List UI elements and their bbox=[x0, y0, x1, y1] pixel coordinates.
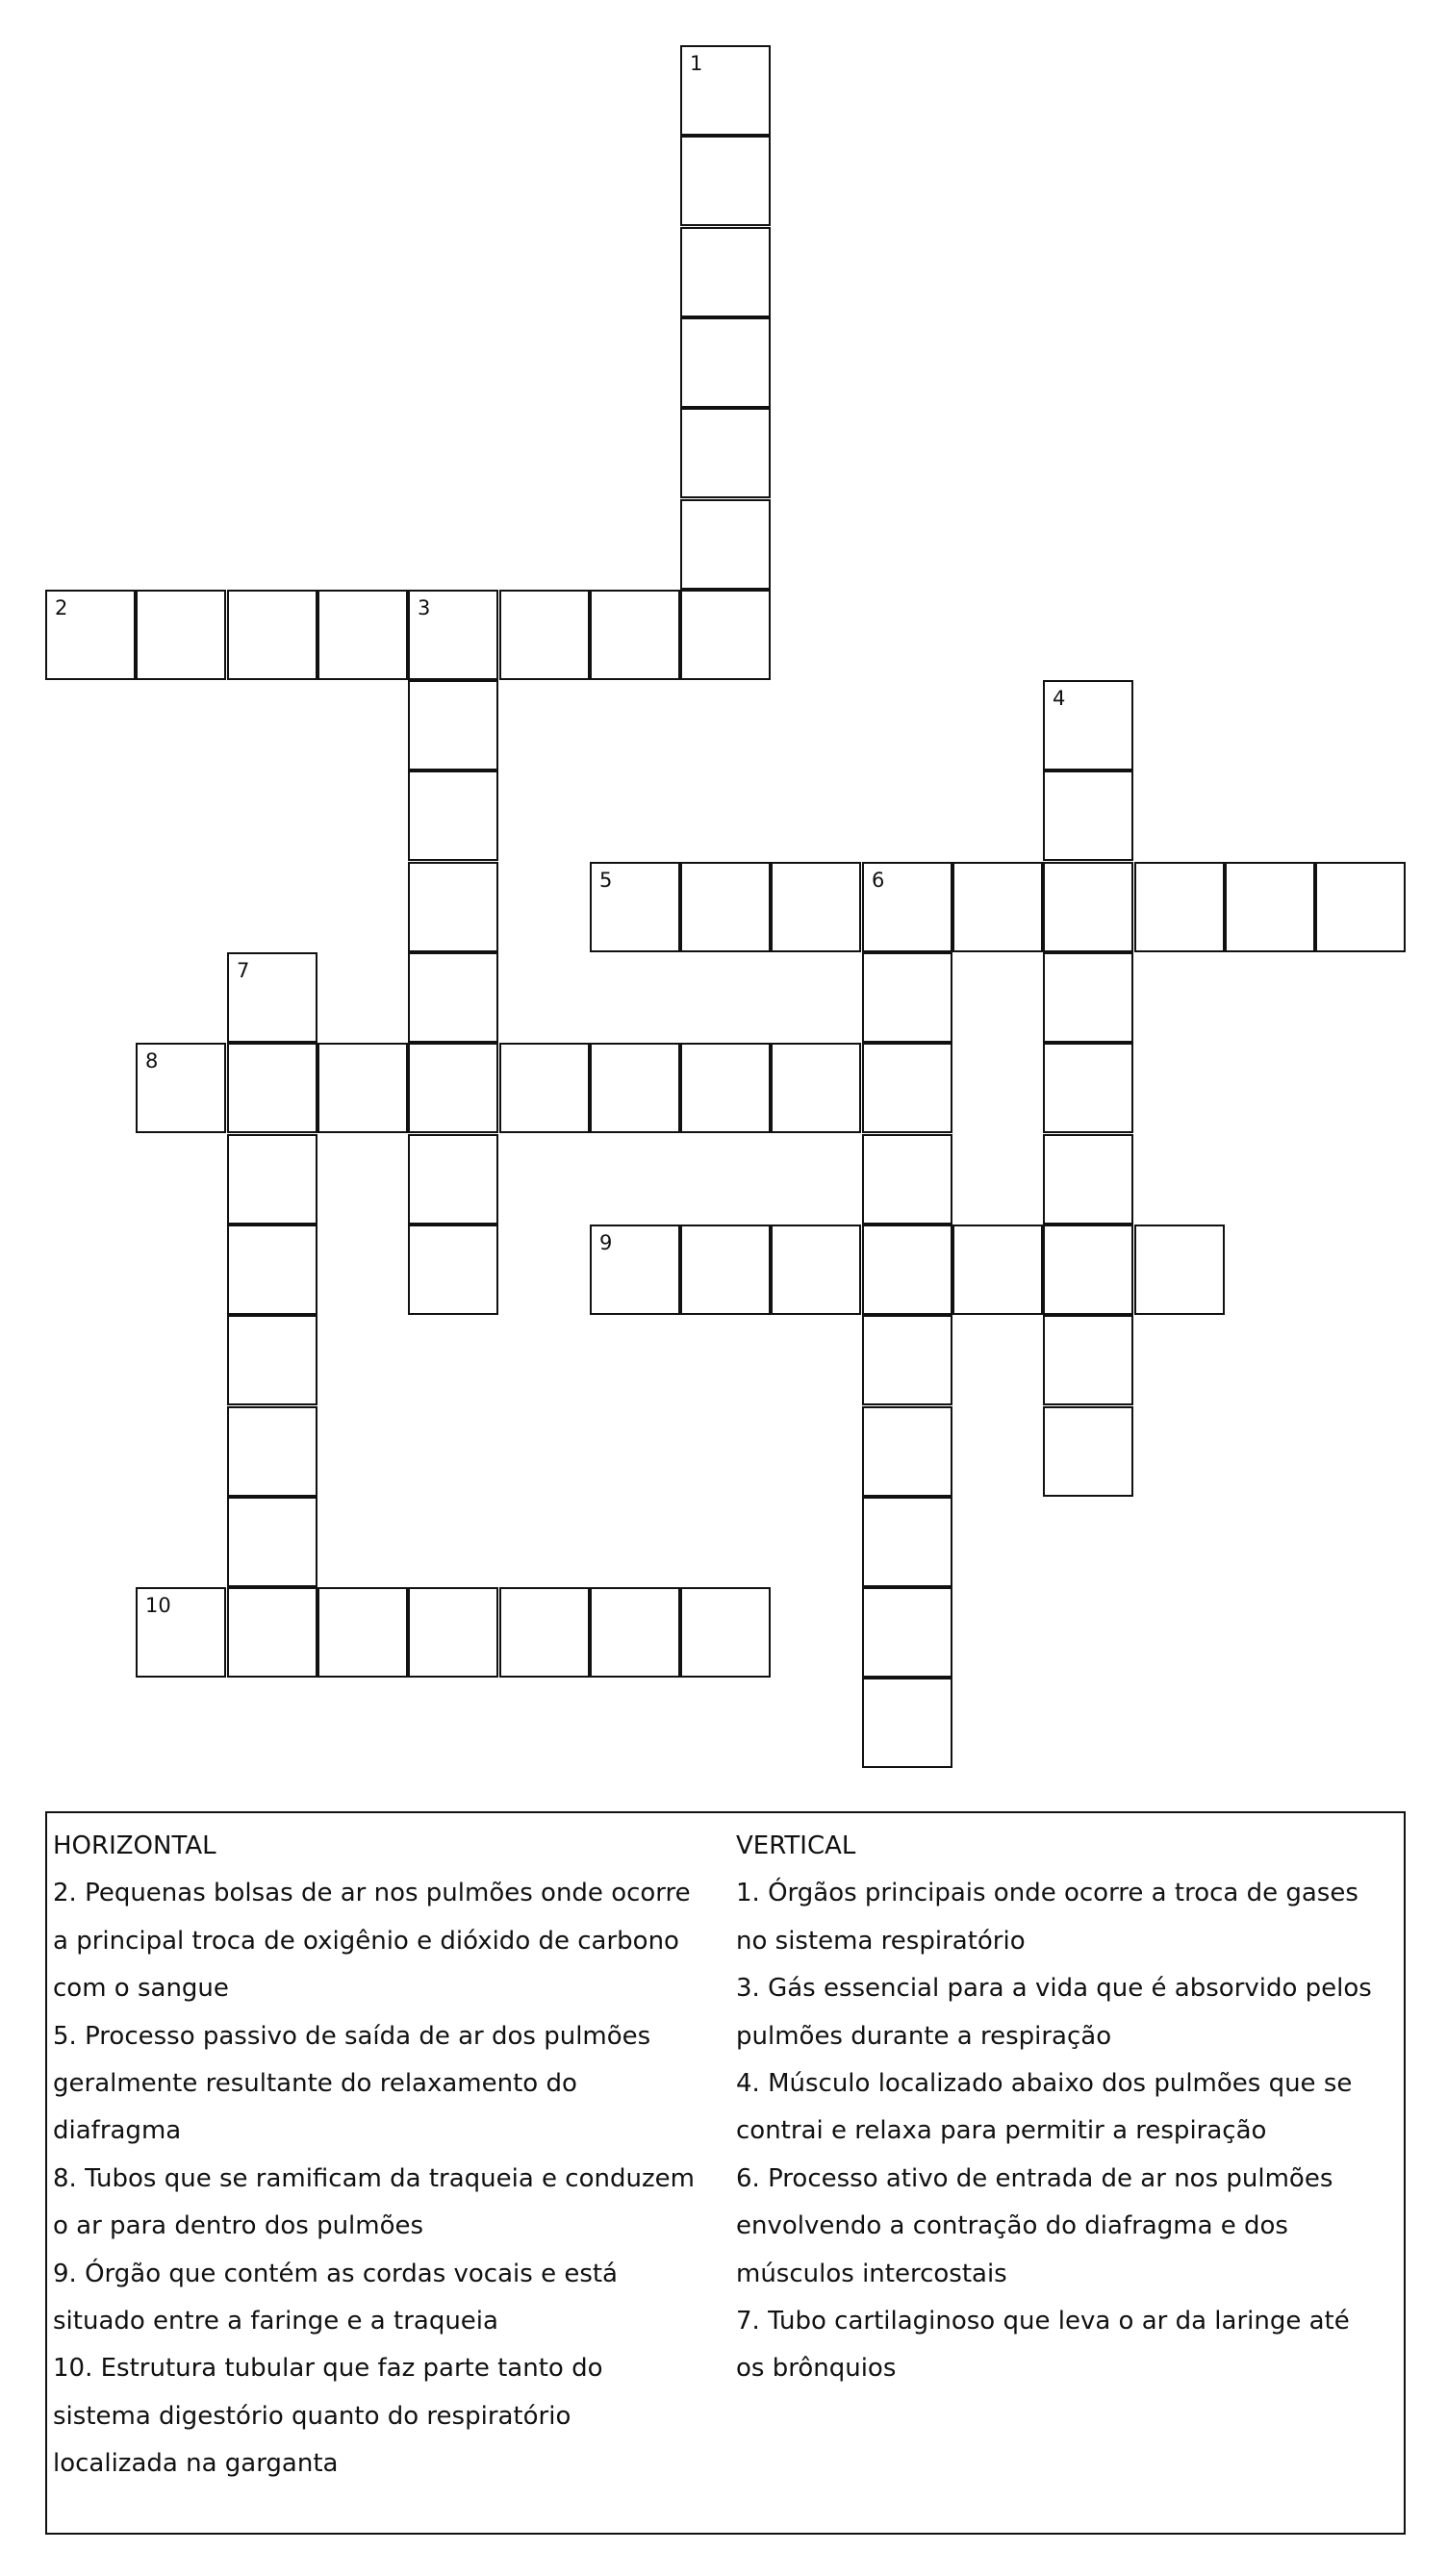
grid-cell[interactable] bbox=[136, 1043, 226, 1133]
grid-cell[interactable] bbox=[408, 862, 498, 952]
grid-cell[interactable] bbox=[952, 862, 1043, 952]
grid-cell[interactable] bbox=[227, 1497, 317, 1587]
grid-cell[interactable] bbox=[1134, 862, 1225, 952]
grid-cell[interactable] bbox=[1043, 1225, 1133, 1315]
grid-cell[interactable] bbox=[1225, 862, 1315, 952]
grid-cell[interactable] bbox=[862, 1043, 952, 1133]
grid-cell[interactable] bbox=[136, 590, 226, 680]
grid-cell[interactable] bbox=[1043, 1406, 1133, 1497]
grid-cell[interactable] bbox=[680, 499, 771, 590]
grid-cell[interactable] bbox=[1043, 862, 1133, 952]
grid-cell[interactable] bbox=[862, 1587, 952, 1678]
horizontal-title: HORIZONTAL bbox=[53, 1831, 216, 1860]
grid-cell[interactable] bbox=[408, 680, 498, 770]
grid-cell[interactable] bbox=[771, 862, 861, 952]
clue-number: 8 bbox=[145, 1049, 159, 1073]
grid-cell[interactable] bbox=[408, 770, 498, 861]
clue-line: diafragma bbox=[53, 2116, 182, 2146]
clue-line: 9. Órgão que contém as cordas vocais e está bbox=[53, 2259, 618, 2288]
clue-line: 8. Tubos que se ramificam da traqueia e conduzem bbox=[53, 2163, 695, 2193]
clue-line: pulmões durante a respiração bbox=[736, 2021, 1112, 2051]
grid-cell[interactable] bbox=[680, 227, 771, 317]
grid-cell[interactable] bbox=[771, 1043, 861, 1133]
grid-cell[interactable] bbox=[136, 1587, 226, 1678]
clue-line: 3. Gás essencial para a vida que é absorvido pelos bbox=[736, 1974, 1372, 2004]
grid-cell[interactable] bbox=[1043, 1315, 1133, 1405]
grid-cell[interactable] bbox=[680, 45, 771, 136]
grid-cell[interactable] bbox=[1315, 862, 1406, 952]
grid-cell[interactable] bbox=[408, 1225, 498, 1315]
grid-cell[interactable] bbox=[952, 1225, 1043, 1315]
grid-cell[interactable] bbox=[227, 1225, 317, 1315]
grid-cell[interactable] bbox=[227, 1406, 317, 1497]
clue-number: 4 bbox=[1053, 687, 1066, 710]
clue-line: o ar para dentro dos pulmões bbox=[53, 2211, 424, 2241]
grid-cell[interactable] bbox=[408, 1043, 498, 1133]
clue-line: no sistema respiratório bbox=[736, 1926, 1026, 1956]
grid-cell[interactable] bbox=[1043, 1134, 1133, 1225]
grid-cell[interactable] bbox=[862, 1406, 952, 1497]
grid-cell[interactable] bbox=[680, 1225, 771, 1315]
grid-cell[interactable] bbox=[1043, 952, 1133, 1043]
grid-cell[interactable] bbox=[317, 1043, 408, 1133]
clue-number: 1 bbox=[690, 52, 703, 75]
clue-line: 1. Órgãos principais onde ocorre a troca de gases bbox=[736, 1879, 1358, 1908]
grid-cell[interactable] bbox=[227, 1315, 317, 1405]
grid-cell[interactable] bbox=[680, 862, 771, 952]
grid-cell[interactable] bbox=[317, 1587, 408, 1678]
clues-box bbox=[45, 1811, 1406, 2535]
grid-cell[interactable] bbox=[408, 1587, 498, 1678]
clue-line: envolvendo a contração do diafragma e dos bbox=[736, 2211, 1288, 2241]
grid-cell[interactable] bbox=[590, 1587, 680, 1678]
clue-line: 5. Processo passivo de saída de ar dos pulmões bbox=[53, 2021, 651, 2051]
grid-cell[interactable] bbox=[680, 408, 771, 498]
clue-line: músculos intercostais bbox=[736, 2259, 1007, 2288]
vertical-clues bbox=[736, 1823, 1402, 2393]
clue-number: 5 bbox=[599, 869, 613, 892]
grid-cell[interactable] bbox=[227, 590, 317, 680]
clue-line: 10. Estrutura tubular que faz parte tanto do bbox=[53, 2354, 603, 2384]
clue-line: 7. Tubo cartilaginoso que leva o ar da laringe até bbox=[736, 2307, 1350, 2336]
clue-line: 2. Pequenas bolsas de ar nos pulmões onde ocorre bbox=[53, 1879, 691, 1908]
grid-cell[interactable] bbox=[408, 1134, 498, 1225]
grid-cell[interactable] bbox=[227, 1587, 317, 1678]
grid-cell[interactable] bbox=[680, 590, 771, 680]
grid-cell[interactable] bbox=[680, 1587, 771, 1678]
clue-line: os brônquios bbox=[736, 2354, 897, 2384]
clue-number: 9 bbox=[599, 1231, 613, 1254]
grid-cell[interactable] bbox=[408, 952, 498, 1043]
grid-cell[interactable] bbox=[45, 590, 136, 680]
grid-cell[interactable] bbox=[499, 1043, 590, 1133]
vertical-title: VERTICAL bbox=[736, 1831, 856, 1860]
clue-number: 7 bbox=[237, 959, 250, 982]
clue-line: a principal troca de oxigênio e dióxido de carbono bbox=[53, 1926, 679, 1956]
clue-line: localizada na garganta bbox=[53, 2449, 339, 2479]
grid-cell[interactable] bbox=[317, 590, 408, 680]
grid-cell[interactable] bbox=[862, 1134, 952, 1225]
grid-cell[interactable] bbox=[680, 136, 771, 226]
grid-cell[interactable] bbox=[408, 590, 498, 680]
grid-cell[interactable] bbox=[590, 1043, 680, 1133]
grid-cell[interactable] bbox=[590, 590, 680, 680]
clue-line: 4. Músculo localizado abaixo dos pulmões que se bbox=[736, 2069, 1353, 2099]
grid-cell[interactable] bbox=[1043, 680, 1133, 770]
clue-line: geralmente resultante do relaxamento do bbox=[53, 2069, 577, 2099]
grid-cell[interactable] bbox=[862, 1315, 952, 1405]
grid-cell[interactable] bbox=[862, 1497, 952, 1587]
grid-cell[interactable] bbox=[771, 1225, 861, 1315]
grid-cell[interactable] bbox=[590, 1225, 680, 1315]
grid-cell[interactable] bbox=[862, 952, 952, 1043]
clue-line: contrai e relaxa para permitir a respiração bbox=[736, 2116, 1267, 2146]
grid-cell[interactable] bbox=[1043, 770, 1133, 861]
clue-number: 3 bbox=[418, 596, 431, 619]
grid-cell[interactable] bbox=[862, 862, 952, 952]
clue-number: 10 bbox=[145, 1594, 171, 1617]
grid-cell[interactable] bbox=[862, 1678, 952, 1768]
grid-cell[interactable] bbox=[1043, 1043, 1133, 1133]
grid-cell[interactable] bbox=[590, 862, 680, 952]
horizontal-clues bbox=[53, 1823, 726, 2488]
grid-cell[interactable] bbox=[499, 590, 590, 680]
grid-cell[interactable] bbox=[862, 1225, 952, 1315]
grid-cell[interactable] bbox=[680, 1043, 771, 1133]
clue-line: situado entre a faringe e a traqueia bbox=[53, 2307, 498, 2336]
grid-cell[interactable] bbox=[227, 1043, 317, 1133]
grid-cell[interactable] bbox=[1134, 1225, 1225, 1315]
clue-line: 6. Processo ativo de entrada de ar nos pulmões bbox=[736, 2163, 1333, 2193]
clue-line: com o sangue bbox=[53, 1974, 229, 2004]
grid-cell[interactable] bbox=[227, 952, 317, 1043]
clue-line: sistema digestório quanto do respiratório bbox=[53, 2401, 571, 2431]
clue-number: 2 bbox=[55, 596, 68, 619]
grid-cell[interactable] bbox=[499, 1587, 590, 1678]
grid-cell[interactable] bbox=[680, 317, 771, 408]
grid-cell[interactable] bbox=[227, 1134, 317, 1225]
clue-number: 6 bbox=[872, 869, 885, 892]
